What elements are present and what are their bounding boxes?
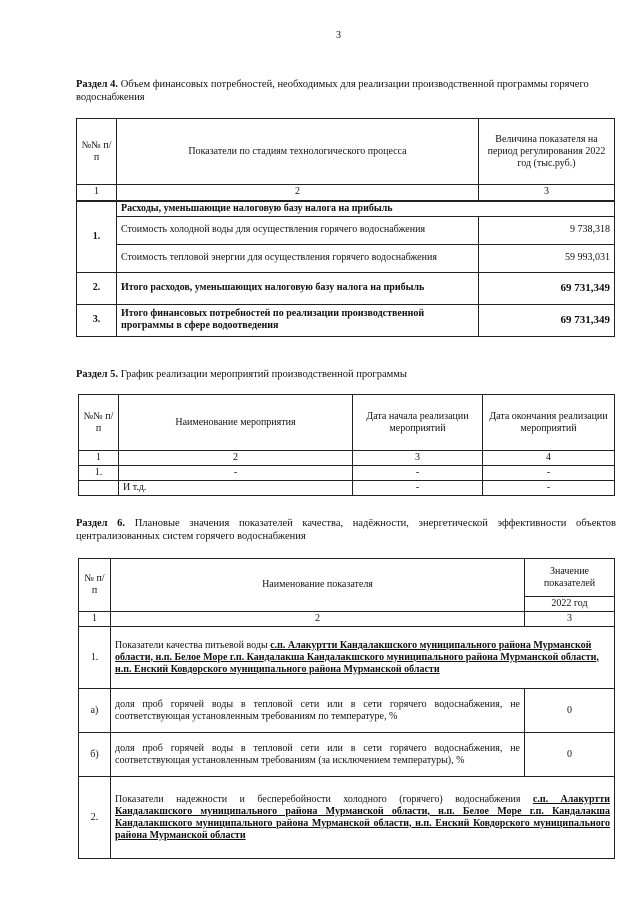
section6-title: Плановые значения показателей качества, надёжности, энергетической эффективности объектов централизованных систем горячего водоснабжения [76,518,616,542]
section5-title: График реализации мероприятий производственной программы [118,369,407,380]
section4-title: Объем финансовых потребностей, необходимых для реализации производственной программы горячего водоснабжения [76,79,589,103]
row3-num: 3. [77,304,117,336]
row-a-value: 0 [525,689,615,733]
section6-heading [76,517,616,543]
header-num: №№ п/п [79,395,119,451]
row-a-text: доля проб горячей воды в тепловой сети или в сети горячего водоснабжения, не соответствующая установленным требованиям по температуре, % [111,689,525,733]
header-end-date: Дата окончания реализации мероприятий [483,395,615,451]
colnum-3: 3 [525,612,615,627]
row2-num [79,481,119,496]
quality-indicators-table [78,558,615,859]
header-year: 2022 год [525,597,615,612]
row1-activity: - [119,466,353,481]
row3-text: Итого финансовых потребностей по реализации производственной программы в сфере водоотведения [117,304,479,336]
row1-end: - [483,466,615,481]
section6-label: Раздел 6. [76,518,126,529]
row2-text: Итого расходов, уменьшающих налоговую базу налога на прибыль [117,272,479,304]
row1b-value: 59 993,031 [479,244,615,272]
row1-num: 1. [79,627,111,689]
row2-num: 2. [77,272,117,304]
financial-needs-table [76,118,615,337]
row1-num: 1. [77,201,117,273]
row-a-num: а) [79,689,111,733]
header-indicator-name: Наименование показателя [111,559,525,612]
row1-title: Расходы, уменьшающие налоговую базу налога на прибыль [117,201,615,217]
page-number: 3 [336,30,341,41]
header-indicators: Показатели по стадиям технологического процесса [117,119,479,185]
section5-heading [76,368,616,381]
colnum-1: 1 [79,451,119,466]
row1a-value: 9 738,318 [479,216,615,244]
row-b-value: 0 [525,733,615,777]
colnum-2: 2 [117,185,479,201]
row2-end: - [483,481,615,496]
row1-start: - [353,466,483,481]
schedule-table [78,394,615,496]
row2-places: с.п. Алакуртти Кандалакшского муниципального района Мурманской области, н.п. Белое Море г.п. Кандалакша Кандалакшского муниципального района Мурманской области, н.п. Енский Ковдорского муниципального района Мурманской области [115,793,610,841]
header-num: № п/п [79,559,111,612]
row2-num: 2. [79,777,111,859]
row1-num: 1. [79,466,119,481]
section5-label: Раздел 5. [76,369,119,380]
row1-prefix: Показатели качества питьевой воды [115,639,271,651]
row2-prefix: Показатели надежности и бесперебойности холодного (горячего) водоснабжения [115,793,533,805]
section4-heading [76,78,616,104]
colnum-3: 3 [353,451,483,466]
row2-start: - [353,481,483,496]
colnum-4: 4 [483,451,615,466]
section4-label: Раздел 4. [76,79,119,90]
colnum-1: 1 [79,612,111,627]
colnum-3: 3 [479,185,615,201]
colnum-2: 2 [119,451,353,466]
row2-activity: И т.д. [119,481,353,496]
header-start-date: Дата начала реализации мероприятий [353,395,483,451]
header-num: №№ п/п [77,119,117,185]
row-b-num: б) [79,733,111,777]
row2-indicator [111,777,615,859]
row1-places: с.п. Алакуртти Кандалакшского муниципального района Мурманской области, н.п. Белое Море г.п. Кандалакша Кандалакшского муниципального района Мурманской области, н.п. Енский Ковдорского муниципального района Мурманской области [115,639,599,675]
row1b-text: Стоимость тепловой энергии для осуществления горячего водоснабжения [117,244,479,272]
colnum-1: 1 [77,185,117,201]
row-b-text: доля проб горячей воды в тепловой сети или в сети горячего водоснабжения, не соответствующая установленным требованиям (за исключением температуры), % [111,733,525,777]
row1-indicator [111,627,615,689]
header-value: Величина показателя на период регулирования 2022 год (тыс.руб.) [479,119,615,185]
header-activity: Наименование мероприятия [119,395,353,451]
row2-value: 69 731,349 [479,272,615,304]
colnum-2: 2 [111,612,525,627]
row1a-text: Стоимость холодной воды для осуществления горячего водоснабжения [117,216,479,244]
row3-value: 69 731,349 [479,304,615,336]
header-value: Значение показателей [525,559,615,597]
